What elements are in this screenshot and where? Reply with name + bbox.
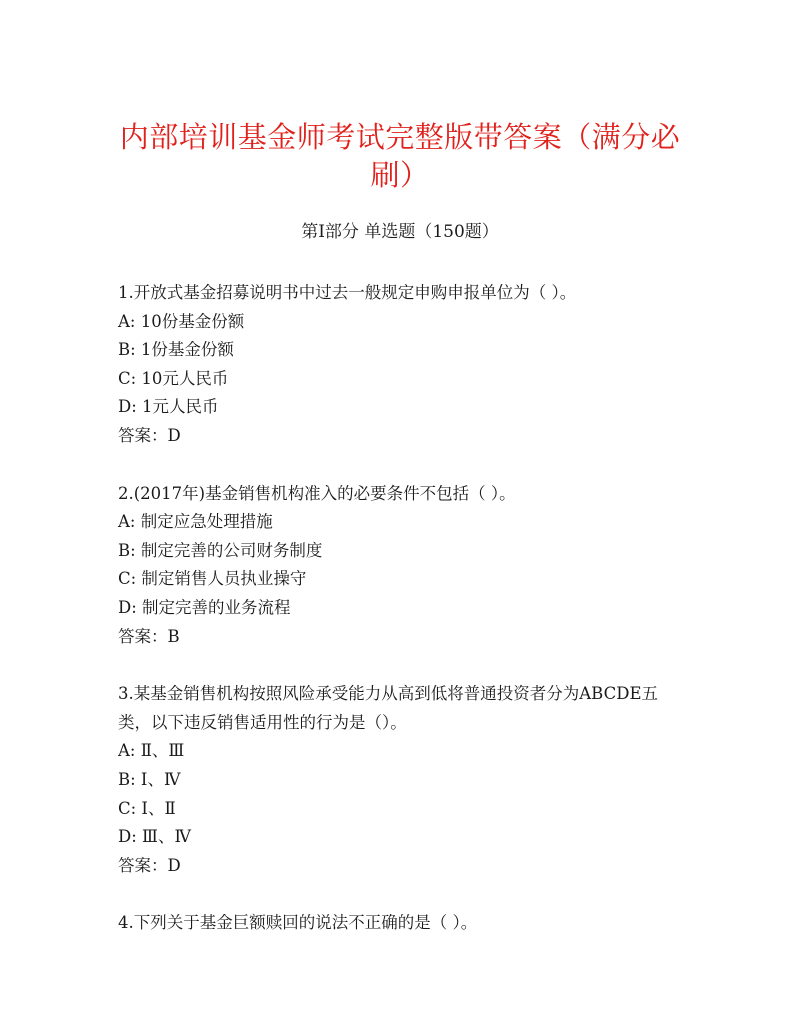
option-c: C: 制定销售人员执业操守 xyxy=(118,569,307,589)
option-d: D: 1元人民币 xyxy=(118,397,219,417)
option-c: C: Ⅰ、Ⅱ xyxy=(118,798,176,818)
option-d: D: Ⅲ、Ⅳ xyxy=(118,827,191,847)
option-a: A: Ⅱ、Ⅲ xyxy=(118,741,185,761)
question-item xyxy=(118,909,688,938)
answer-text: 答案：B xyxy=(118,626,180,646)
question-text: 4.下列关于基金巨额赎回的说法不正确的是（ ）。 xyxy=(118,913,478,933)
question-list xyxy=(118,279,688,967)
question-text: 3.某基金销售机构按照风险承受能力从高到低将普通投资者分为ABCDE五类，以下违反销售适用性的行为是（）。 xyxy=(118,684,658,732)
question-text: 1.开放式基金招募说明书中过去一般规定申购申报单位为（ ）。 xyxy=(118,283,577,302)
option-b: B: Ⅰ、Ⅳ xyxy=(118,769,181,789)
option-b: B: 1份基金份额 xyxy=(118,340,234,360)
answer-text: 答案：D xyxy=(118,425,181,445)
document-title: 内部培训基金师考试完整版带答案（满分必刷） xyxy=(119,120,681,192)
answer-text: 答案：D xyxy=(118,855,181,875)
option-a: A: 10份基金份额 xyxy=(118,311,245,331)
option-b: B: 制定完善的公司财务制度 xyxy=(118,540,323,560)
question-item xyxy=(118,279,688,451)
question-item xyxy=(118,680,688,880)
option-d: D: 制定完善的业务流程 xyxy=(118,597,291,617)
option-c: C: 10元人民币 xyxy=(118,368,229,388)
question-item xyxy=(118,480,688,652)
question-text: 2.(2017年)基金销售机构准入的必要条件不包括（ ）。 xyxy=(118,483,516,503)
section-heading: 第Ⅰ部分 单选题（150题） xyxy=(301,222,499,242)
option-a: A: 制定应急处理措施 xyxy=(118,512,273,532)
